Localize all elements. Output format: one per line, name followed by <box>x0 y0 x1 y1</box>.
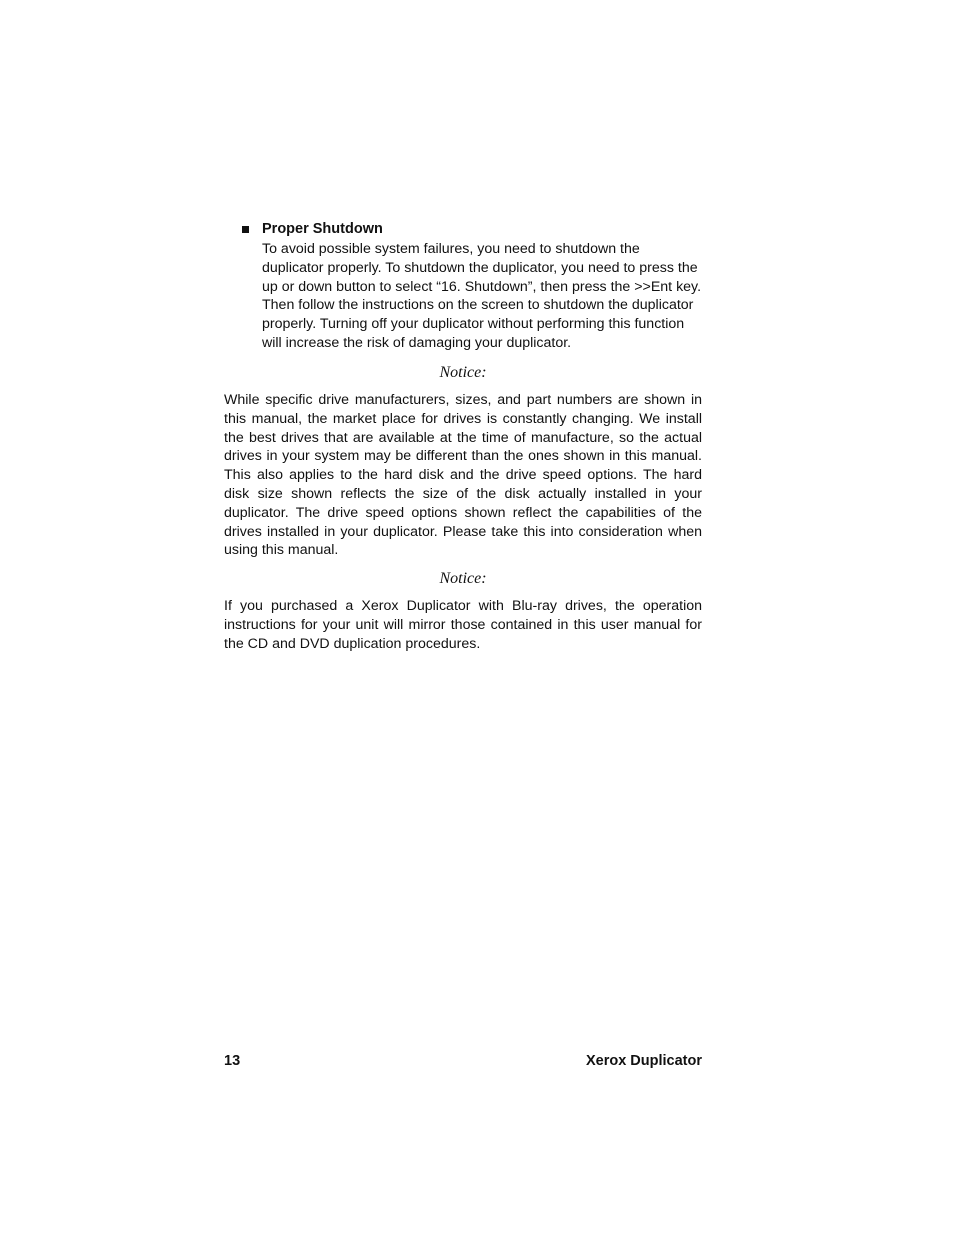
footer-product-name: Xerox Duplicator <box>585 1053 702 1069</box>
section-title: Proper Shutdown <box>262 221 383 237</box>
section-heading <box>242 218 704 240</box>
section-body: To avoid possible system failures, you need to shutdown the duplicator properly. To shutdown the duplicator, you need to press the up or down button to select “16. Shutdown”, then press the >>Ent key. Then follow the instructions on the screen to shutdown the duplicator properly. Turning off your duplicator without performing this function will increase the risk of damaging your duplicator. <box>262 241 702 351</box>
proper-shutdown-section <box>242 218 704 353</box>
page-footer <box>224 1051 702 1071</box>
notice-heading-2: Notice: <box>439 570 487 587</box>
notice-text-2: If you purchased a Xerox Duplicator with Blu-ray drives, the operation instructions for your unit will mirror those contained in this user manual for the CD and DVD duplication procedures. <box>224 598 702 652</box>
notice-heading-1: Notice: <box>439 364 487 381</box>
notice-text-1: While specific drive manufacturers, sizes, and part numbers are shown in this manual, the market place for drives is constantly changing. We install the best drives that are available at the time of manufacture, so the actual drives in your system may be different than the ones shown in this manual. This also applies to the hard disk and the drive speed options. The hard disk size shown reflects the size of the disk actually installed in your duplicator. The drive speed options shown reflect the capabilities of the drives installed in your duplicator. Please take this into consideration when using this manual. <box>224 392 702 559</box>
page-number: 13 <box>224 1053 241 1069</box>
square-bullet-icon <box>242 226 249 233</box>
